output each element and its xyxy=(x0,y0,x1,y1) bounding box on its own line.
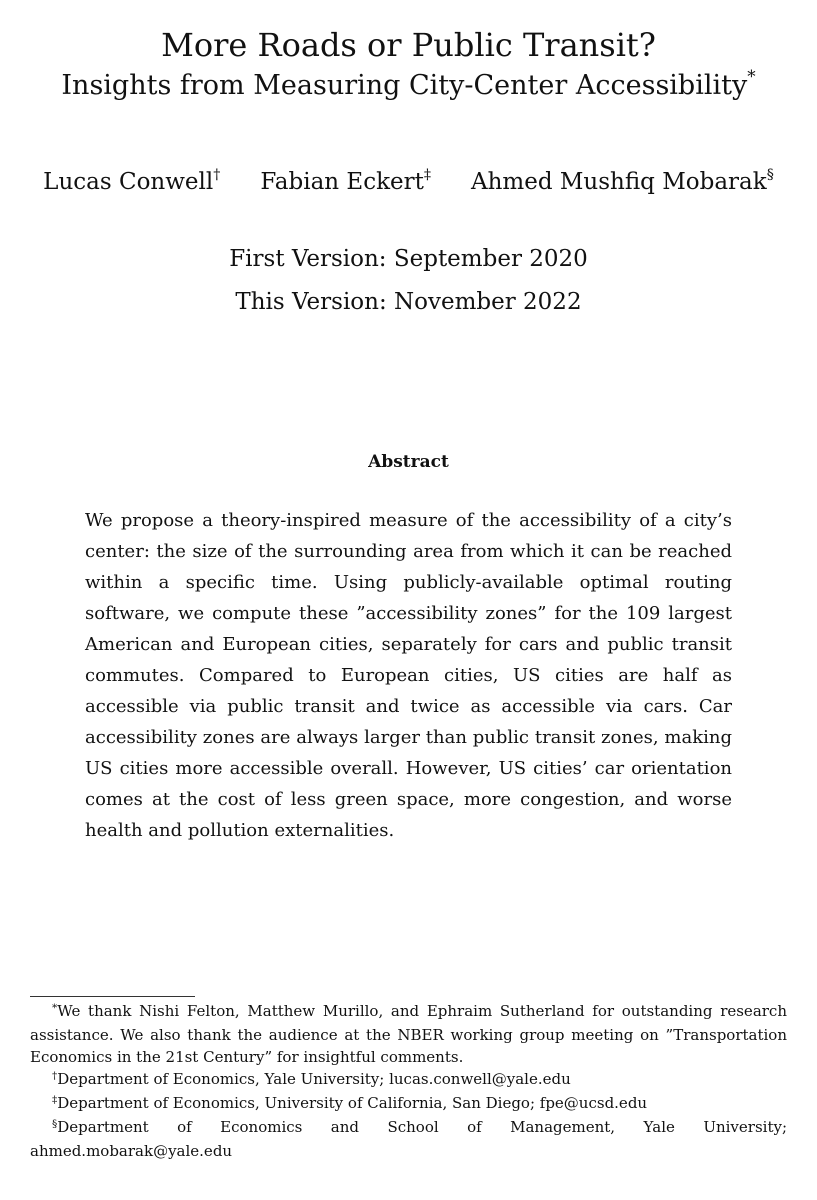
subtitle-footnote-mark: * xyxy=(747,66,756,87)
footnote-conwell xyxy=(30,1068,787,1092)
footnote-text: We thank Nishi Felton, Matthew Murillo, and Ephraim Sutherland for outstanding research assistance. We also thank the audience at the NBER working group meeting on ”Transportation Economics in the 21st Century” for insightful comments. xyxy=(30,1002,787,1066)
footnote-text: Department of Economics and School of Management, Yale University; ahmed.mobarak@yale.edu xyxy=(30,1118,787,1160)
author-footnote-mark: ‡ xyxy=(423,166,431,183)
first-version: First Version: September 2020 xyxy=(229,246,588,272)
footnote-mobarak xyxy=(30,1116,787,1162)
footnote-mark: ‡ xyxy=(52,1094,58,1107)
author-conwell xyxy=(43,166,220,198)
title-block xyxy=(0,22,817,104)
version-dates xyxy=(0,238,817,324)
paper-title: More Roads or Public Transit? xyxy=(161,26,656,64)
footnote-text: Department of Economics, University of California, San Diego; fpe@ucsd.edu xyxy=(57,1094,648,1112)
footnote-mark: * xyxy=(52,1002,58,1015)
abstract-heading: Abstract xyxy=(368,452,449,472)
author-name: Lucas Conwell xyxy=(43,169,214,195)
abstract-text: We propose a theory-inspired measure of the accessibility of a city’s center: the size of the surrounding area from which it can be reached within a specific time. Using publicly-available optimal routing software, we compute these ”accessibility zones” for the 109 largest American and European cities, separately for cars and public transit commutes. Compared to European cities, US cities are half as accessible via public transit and twice as accessible via cars. Car accessibility zones are always larger than public transit zones, making US cities more accessible overall. However, US cities’ car orientation comes at the cost of less green space, more congestion, and worse health and pollution externalities. xyxy=(85,510,732,841)
footnote-mark: † xyxy=(52,1070,58,1083)
author-name: Ahmed Mushfiq Mobarak xyxy=(470,169,767,195)
footnotes xyxy=(30,1000,787,1162)
subtitle-text: Insights from Measuring City-Center Accessibility xyxy=(61,70,748,101)
footnote-thanks xyxy=(30,1000,787,1068)
footnote-eckert xyxy=(30,1092,787,1116)
author-footnote-mark: † xyxy=(213,166,221,183)
author-list xyxy=(0,166,817,198)
footnote-mark: § xyxy=(52,1118,58,1131)
author-footnote-mark: § xyxy=(766,166,774,183)
this-version: This Version: November 2022 xyxy=(235,289,582,315)
author-eckert xyxy=(260,166,431,198)
footnote-text: Department of Economics, Yale University; lucas.conwell@yale.edu xyxy=(57,1070,571,1088)
footnote-divider xyxy=(30,996,195,997)
author-name: Fabian Eckert xyxy=(260,169,424,195)
author-mobarak xyxy=(471,166,774,198)
paper-subtitle xyxy=(0,68,817,104)
